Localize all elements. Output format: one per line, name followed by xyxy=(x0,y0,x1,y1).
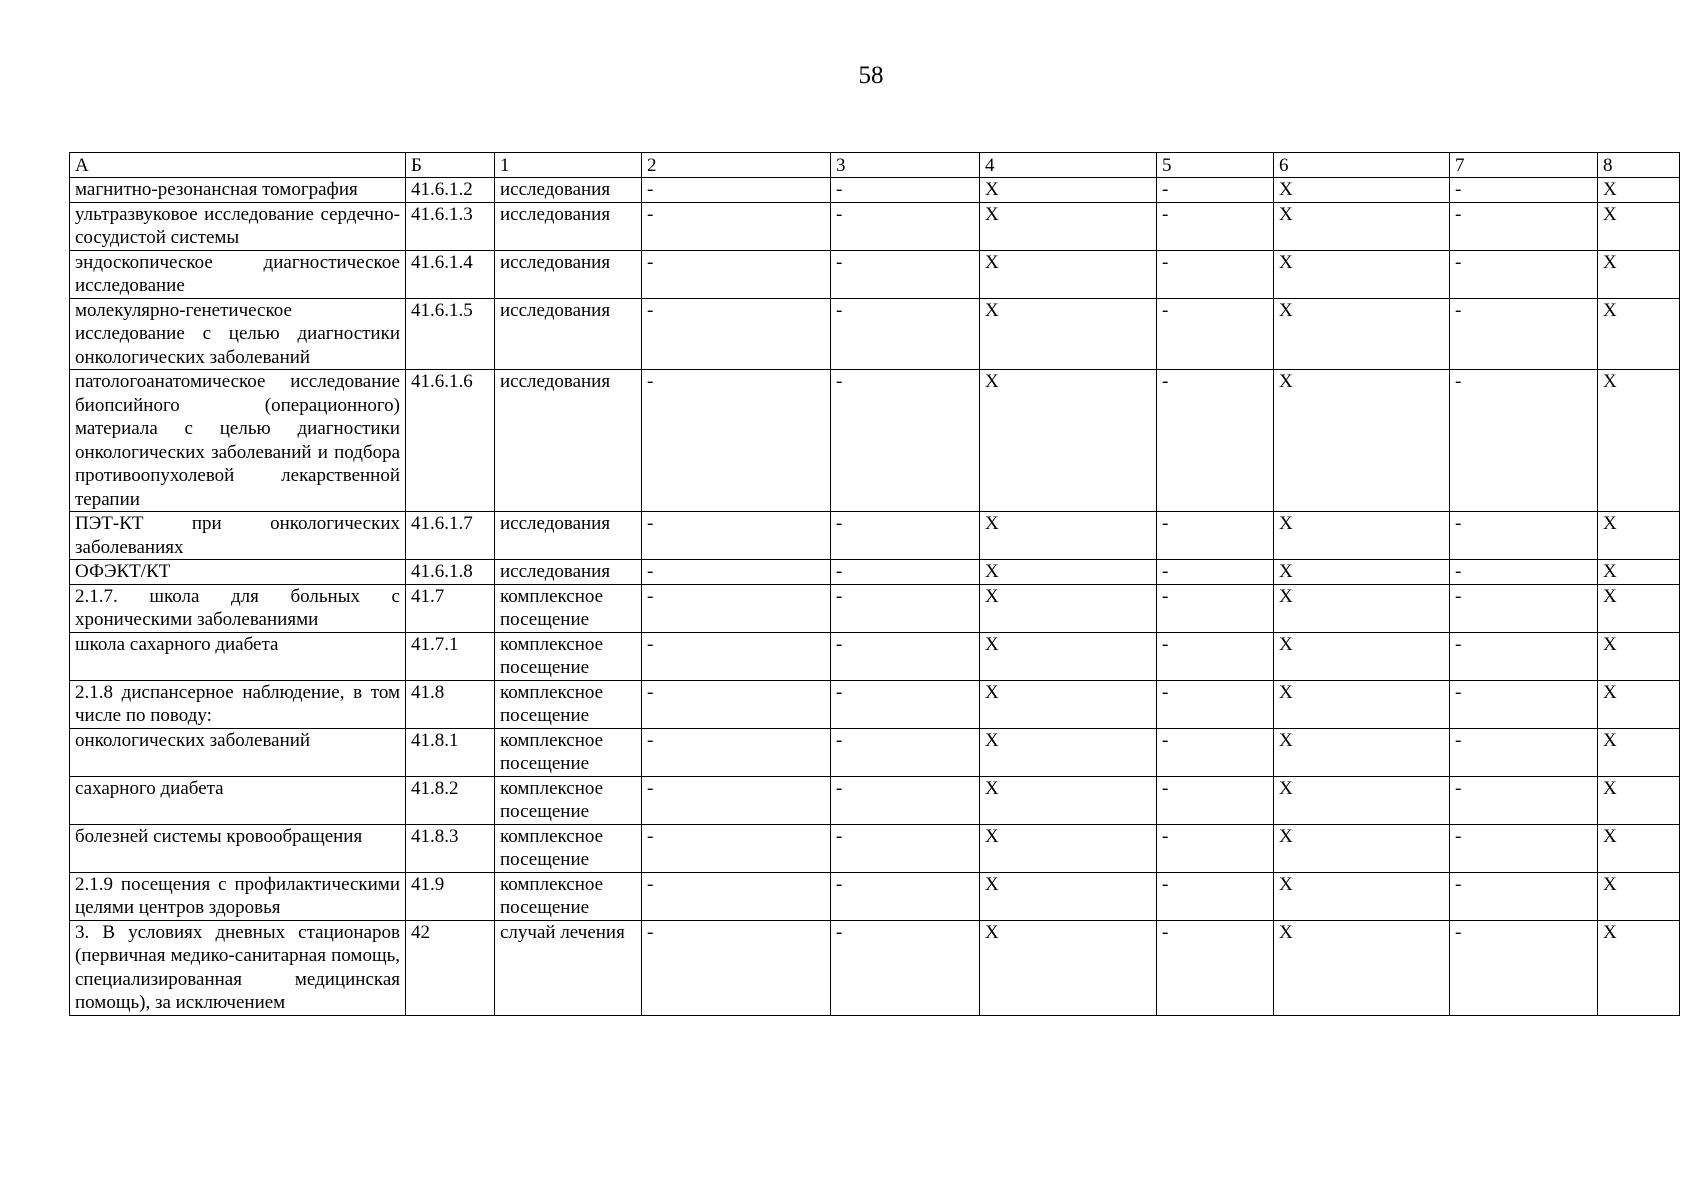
table-row xyxy=(70,512,1680,560)
value-cell-3: - xyxy=(831,776,980,824)
value-cell-4: X xyxy=(980,872,1157,920)
table-row xyxy=(70,250,1680,298)
unit-cell: случай лечения xyxy=(495,920,642,1015)
column-header-1: 1 xyxy=(495,153,642,178)
value-cell-5: - xyxy=(1157,728,1274,776)
row-label-cell: ОФЭКТ/КТ xyxy=(70,560,406,585)
row-code-cell: 41.7.1 xyxy=(406,632,495,680)
value-cell-3: - xyxy=(831,872,980,920)
value-cell-4: X xyxy=(980,202,1157,250)
value-cell-2: - xyxy=(642,250,831,298)
row-label-cell: болезней системы кровообращения xyxy=(70,824,406,872)
unit-cell: комплексное посещение xyxy=(495,776,642,824)
value-cell-3: - xyxy=(831,370,980,512)
row-code-cell: 41.6.1.6 xyxy=(406,370,495,512)
row-label-cell: ПЭТ-КТ при онкологических заболеваниях xyxy=(70,512,406,560)
row-code-cell: 42 xyxy=(406,920,495,1015)
value-cell-3: - xyxy=(831,680,980,728)
value-cell-6: X xyxy=(1274,250,1450,298)
unit-cell: исследования xyxy=(495,370,642,512)
value-cell-4: X xyxy=(980,728,1157,776)
value-cell-7: - xyxy=(1450,250,1598,298)
value-cell-2: - xyxy=(642,920,831,1015)
column-header-6: 6 xyxy=(1274,153,1450,178)
value-cell-5: - xyxy=(1157,632,1274,680)
row-label-cell: 2.1.7. школа для больных с хроническими заболеваниями xyxy=(70,584,406,632)
value-cell-5: - xyxy=(1157,202,1274,250)
value-cell-2: - xyxy=(642,560,831,585)
value-cell-8: X xyxy=(1598,872,1680,920)
value-cell-5: - xyxy=(1157,298,1274,370)
unit-cell: комплексное посещение xyxy=(495,824,642,872)
value-cell-7: - xyxy=(1450,178,1598,203)
unit-cell: исследования xyxy=(495,178,642,203)
value-cell-5: - xyxy=(1157,920,1274,1015)
column-header-a: А xyxy=(70,153,406,178)
value-cell-6: X xyxy=(1274,872,1450,920)
column-header-4: 4 xyxy=(980,153,1157,178)
value-cell-7: - xyxy=(1450,370,1598,512)
column-header-5: 5 xyxy=(1157,153,1274,178)
row-label-cell: 3. В условиях дневных стационаров (первичная медико-санитарная помощь, специализированная медицинская помощь), за исключением xyxy=(70,920,406,1015)
value-cell-7: - xyxy=(1450,680,1598,728)
value-cell-8: X xyxy=(1598,632,1680,680)
header-row xyxy=(70,153,1680,178)
unit-cell: комплексное посещение xyxy=(495,728,642,776)
value-cell-7: - xyxy=(1450,728,1598,776)
row-label-cell: эндоскопическое диагностическое исследование xyxy=(70,250,406,298)
value-cell-8: X xyxy=(1598,584,1680,632)
unit-cell: исследования xyxy=(495,202,642,250)
table-row xyxy=(70,584,1680,632)
table-row xyxy=(70,824,1680,872)
row-code-cell: 41.6.1.8 xyxy=(406,560,495,585)
value-cell-6: X xyxy=(1274,202,1450,250)
value-cell-8: X xyxy=(1598,560,1680,585)
value-cell-8: X xyxy=(1598,728,1680,776)
unit-cell: комплексное посещение xyxy=(495,584,642,632)
value-cell-4: X xyxy=(980,824,1157,872)
table-row xyxy=(70,370,1680,512)
value-cell-7: - xyxy=(1450,560,1598,585)
value-cell-6: X xyxy=(1274,776,1450,824)
value-cell-6: X xyxy=(1274,512,1450,560)
value-cell-4: X xyxy=(980,584,1157,632)
value-cell-4: X xyxy=(980,370,1157,512)
value-cell-2: - xyxy=(642,680,831,728)
value-cell-4: X xyxy=(980,680,1157,728)
row-code-cell: 41.6.1.7 xyxy=(406,512,495,560)
value-cell-3: - xyxy=(831,298,980,370)
value-cell-3: - xyxy=(831,250,980,298)
value-cell-5: - xyxy=(1157,370,1274,512)
value-cell-7: - xyxy=(1450,202,1598,250)
value-cell-7: - xyxy=(1450,632,1598,680)
row-code-cell: 41.8.1 xyxy=(406,728,495,776)
column-header-b: Б xyxy=(406,153,495,178)
value-cell-2: - xyxy=(642,370,831,512)
table-row xyxy=(70,728,1680,776)
value-cell-3: - xyxy=(831,512,980,560)
value-cell-3: - xyxy=(831,632,980,680)
value-cell-2: - xyxy=(642,824,831,872)
page-number: 58 xyxy=(858,62,884,89)
value-cell-3: - xyxy=(831,824,980,872)
value-cell-6: X xyxy=(1274,680,1450,728)
data-table xyxy=(69,152,1680,1016)
value-cell-5: - xyxy=(1157,824,1274,872)
value-cell-6: X xyxy=(1274,584,1450,632)
value-cell-2: - xyxy=(642,298,831,370)
row-label-cell: сахарного диабета xyxy=(70,776,406,824)
value-cell-2: - xyxy=(642,178,831,203)
value-cell-4: X xyxy=(980,298,1157,370)
value-cell-2: - xyxy=(642,728,831,776)
row-label-cell: магнитно-резонансная томография xyxy=(70,178,406,203)
row-code-cell: 41.6.1.2 xyxy=(406,178,495,203)
value-cell-6: X xyxy=(1274,370,1450,512)
value-cell-2: - xyxy=(642,584,831,632)
unit-cell: исследования xyxy=(495,560,642,585)
value-cell-5: - xyxy=(1157,512,1274,560)
column-header-3: 3 xyxy=(831,153,980,178)
table-row xyxy=(70,776,1680,824)
value-cell-7: - xyxy=(1450,776,1598,824)
value-cell-7: - xyxy=(1450,872,1598,920)
row-code-cell: 41.6.1.3 xyxy=(406,202,495,250)
row-label-cell: 2.1.9 посещения с профилактическими целями центров здоровья xyxy=(70,872,406,920)
value-cell-6: X xyxy=(1274,920,1450,1015)
value-cell-8: X xyxy=(1598,250,1680,298)
row-code-cell: 41.9 xyxy=(406,872,495,920)
row-code-cell: 41.6.1.4 xyxy=(406,250,495,298)
value-cell-6: X xyxy=(1274,298,1450,370)
value-cell-2: - xyxy=(642,632,831,680)
value-cell-3: - xyxy=(831,584,980,632)
row-code-cell: 41.7 xyxy=(406,584,495,632)
value-cell-3: - xyxy=(831,178,980,203)
column-header-2: 2 xyxy=(642,153,831,178)
table-row xyxy=(70,202,1680,250)
table-row xyxy=(70,298,1680,370)
value-cell-8: X xyxy=(1598,298,1680,370)
table-row xyxy=(70,178,1680,203)
row-label-cell: ультразвуковое исследование сердечно-сосудистой системы xyxy=(70,202,406,250)
value-cell-6: X xyxy=(1274,824,1450,872)
table-row xyxy=(70,632,1680,680)
value-cell-7: - xyxy=(1450,512,1598,560)
value-cell-5: - xyxy=(1157,776,1274,824)
value-cell-8: X xyxy=(1598,512,1680,560)
value-cell-5: - xyxy=(1157,560,1274,585)
value-cell-5: - xyxy=(1157,178,1274,203)
value-cell-5: - xyxy=(1157,872,1274,920)
row-label-cell: патологоанатомическое исследование биопсийного (операционного) материала с целью диагностики онкологических заболеваний и подбора противоопухолевой лекарственной терапии xyxy=(70,370,406,512)
value-cell-4: X xyxy=(980,632,1157,680)
unit-cell: комплексное посещение xyxy=(495,632,642,680)
value-cell-2: - xyxy=(642,776,831,824)
row-code-cell: 41.8.2 xyxy=(406,776,495,824)
row-code-cell: 41.8 xyxy=(406,680,495,728)
value-cell-4: X xyxy=(980,920,1157,1015)
value-cell-6: X xyxy=(1274,178,1450,203)
value-cell-5: - xyxy=(1157,584,1274,632)
value-cell-3: - xyxy=(831,728,980,776)
row-code-cell: 41.6.1.5 xyxy=(406,298,495,370)
value-cell-6: X xyxy=(1274,632,1450,680)
unit-cell: комплексное посещение xyxy=(495,872,642,920)
row-label-cell: молекулярно-генетическое исследование с целью диагностики онкологических заболеваний xyxy=(70,298,406,370)
value-cell-7: - xyxy=(1450,920,1598,1015)
value-cell-8: X xyxy=(1598,776,1680,824)
value-cell-8: X xyxy=(1598,370,1680,512)
value-cell-2: - xyxy=(642,512,831,560)
table-row xyxy=(70,872,1680,920)
table-row xyxy=(70,920,1680,1015)
table-row xyxy=(70,560,1680,585)
unit-cell: комплексное посещение xyxy=(495,680,642,728)
value-cell-6: X xyxy=(1274,560,1450,585)
value-cell-8: X xyxy=(1598,178,1680,203)
column-header-7: 7 xyxy=(1450,153,1598,178)
row-code-cell: 41.8.3 xyxy=(406,824,495,872)
value-cell-4: X xyxy=(980,560,1157,585)
value-cell-3: - xyxy=(831,560,980,585)
value-cell-7: - xyxy=(1450,824,1598,872)
value-cell-5: - xyxy=(1157,250,1274,298)
value-cell-7: - xyxy=(1450,584,1598,632)
value-cell-4: X xyxy=(980,250,1157,298)
value-cell-7: - xyxy=(1450,298,1598,370)
value-cell-2: - xyxy=(642,202,831,250)
value-cell-8: X xyxy=(1598,920,1680,1015)
value-cell-8: X xyxy=(1598,680,1680,728)
table-row xyxy=(70,680,1680,728)
value-cell-5: - xyxy=(1157,680,1274,728)
value-cell-8: X xyxy=(1598,202,1680,250)
unit-cell: исследования xyxy=(495,298,642,370)
row-label-cell: школа сахарного диабета xyxy=(70,632,406,680)
table-body xyxy=(70,178,1680,1016)
unit-cell: исследования xyxy=(495,512,642,560)
value-cell-2: - xyxy=(642,872,831,920)
value-cell-4: X xyxy=(980,178,1157,203)
row-label-cell: 2.1.8 диспансерное наблюдение, в том числе по поводу: xyxy=(70,680,406,728)
row-label-cell: онкологических заболеваний xyxy=(70,728,406,776)
column-header-8: 8 xyxy=(1598,153,1680,178)
unit-cell: исследования xyxy=(495,250,642,298)
value-cell-4: X xyxy=(980,512,1157,560)
value-cell-3: - xyxy=(831,920,980,1015)
value-cell-6: X xyxy=(1274,728,1450,776)
value-cell-8: X xyxy=(1598,824,1680,872)
value-cell-3: - xyxy=(831,202,980,250)
value-cell-4: X xyxy=(980,776,1157,824)
